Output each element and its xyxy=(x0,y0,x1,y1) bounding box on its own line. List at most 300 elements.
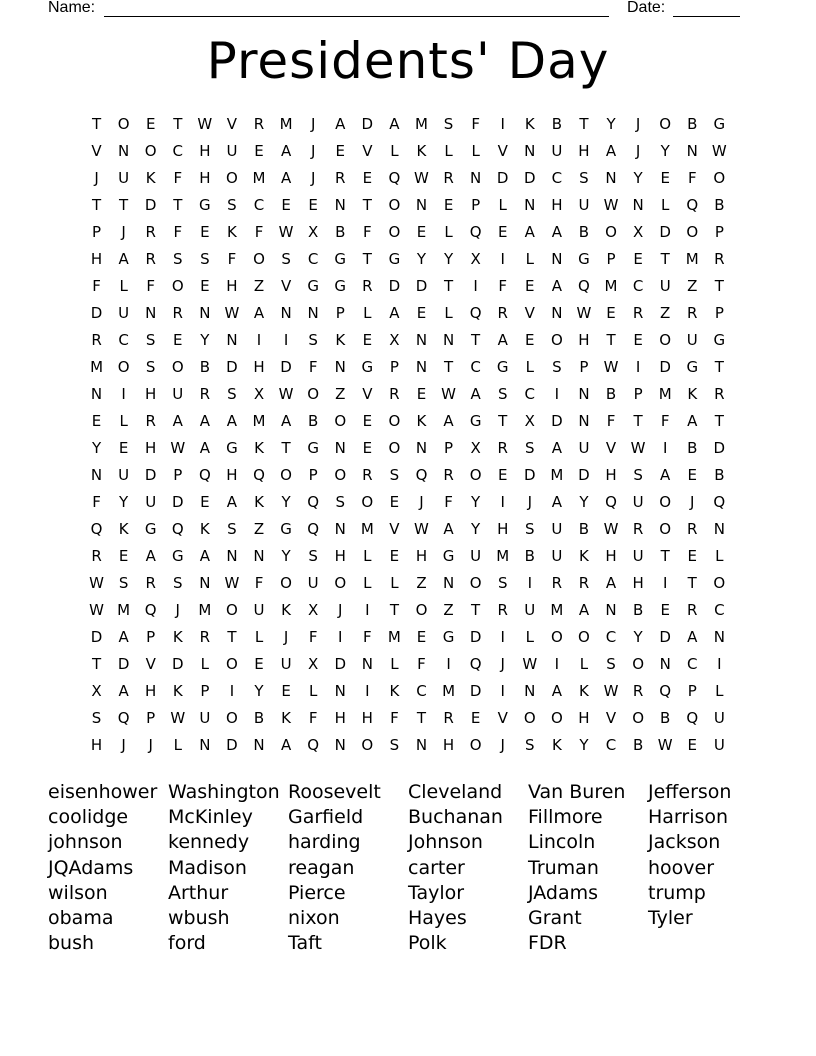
grid-letter[interactable]: S xyxy=(389,466,400,484)
grid-letter[interactable]: D xyxy=(713,439,726,457)
grid-letter[interactable]: S xyxy=(525,736,535,754)
grid-letter[interactable]: N xyxy=(145,304,157,322)
grid-letter[interactable]: K xyxy=(172,682,183,700)
grid-letter[interactable]: S xyxy=(91,709,102,727)
grid-letter[interactable]: K xyxy=(551,736,562,754)
grid-letter[interactable]: A xyxy=(687,628,698,646)
grid-letter[interactable]: Y xyxy=(471,493,481,511)
grid-letter[interactable]: P xyxy=(335,304,345,322)
grid-letter[interactable]: W xyxy=(603,358,619,376)
grid-letter[interactable]: N xyxy=(686,142,698,160)
grid-letter[interactable]: G xyxy=(334,277,347,295)
grid-letter[interactable]: U xyxy=(172,385,184,403)
grid-letter[interactable]: G xyxy=(686,358,699,376)
grid-letter[interactable]: Y xyxy=(281,493,291,511)
grid-letter[interactable]: I xyxy=(365,601,370,619)
grid-letter[interactable]: F xyxy=(308,709,318,727)
grid-letter[interactable]: W xyxy=(711,142,727,160)
grid-letter[interactable]: Z xyxy=(253,277,265,295)
grid-letter[interactable]: S xyxy=(443,115,454,133)
grid-letter[interactable]: I xyxy=(338,628,343,646)
grid-letter[interactable]: B xyxy=(578,520,590,538)
grid-letter[interactable]: R xyxy=(714,385,725,403)
grid-letter[interactable]: C xyxy=(253,196,265,214)
grid-letter[interactable]: D xyxy=(659,358,671,376)
grid-letter[interactable]: D xyxy=(226,736,238,754)
grid-letter[interactable]: C xyxy=(307,250,319,268)
grid-letter[interactable]: P xyxy=(92,223,102,241)
grid-letter[interactable]: Q xyxy=(388,169,401,187)
grid-letter[interactable]: E xyxy=(362,169,373,187)
grid-letter[interactable]: R xyxy=(362,277,373,295)
grid-letter[interactable]: D xyxy=(469,628,482,646)
grid-letter[interactable]: D xyxy=(659,628,671,646)
grid-letter[interactable]: G xyxy=(226,439,238,457)
grid-letter[interactable]: H xyxy=(253,358,265,376)
grid-letter[interactable]: O xyxy=(144,142,157,160)
grid-letter[interactable]: J xyxy=(690,493,695,511)
grid-letter[interactable]: Y xyxy=(579,736,589,754)
grid-letter[interactable]: T xyxy=(227,628,237,646)
grid-letter[interactable]: Z xyxy=(416,574,427,592)
grid-letter[interactable]: B xyxy=(605,385,617,403)
grid-letter[interactable]: K xyxy=(227,223,237,241)
grid-letter[interactable]: R xyxy=(497,601,508,619)
grid-letter[interactable]: A xyxy=(524,223,535,241)
grid-letter[interactable]: N xyxy=(442,331,455,349)
grid-letter[interactable]: D xyxy=(659,223,671,241)
grid-letter[interactable]: O xyxy=(361,493,374,511)
grid-letter[interactable]: A xyxy=(280,142,292,160)
grid-letter[interactable]: Q xyxy=(469,304,482,322)
grid-letter[interactable]: K xyxy=(416,412,427,430)
grid-letter[interactable]: J xyxy=(310,115,316,133)
grid-letter[interactable]: L xyxy=(471,142,480,160)
grid-letter[interactable]: A xyxy=(470,385,481,403)
grid-letter[interactable]: L xyxy=(390,142,399,160)
grid-letter[interactable]: L xyxy=(525,358,534,376)
grid-letter[interactable]: C xyxy=(714,601,725,619)
grid-letter[interactable]: J xyxy=(635,142,641,160)
grid-letter[interactable]: O xyxy=(226,709,238,727)
grid-letter[interactable]: I xyxy=(527,574,532,592)
grid-letter[interactable]: U xyxy=(713,736,725,754)
grid-letter[interactable]: K xyxy=(524,115,535,133)
grid-letter[interactable]: E xyxy=(633,331,643,349)
grid-letter[interactable]: I xyxy=(554,385,560,403)
grid-letter[interactable]: B xyxy=(714,466,725,484)
grid-letter[interactable]: K xyxy=(254,439,264,457)
grid-letter[interactable]: O xyxy=(334,466,347,484)
grid-letter[interactable]: Z xyxy=(660,304,671,322)
grid-letter[interactable]: Q xyxy=(605,493,617,511)
grid-letter[interactable]: U xyxy=(199,709,211,727)
grid-letter[interactable]: S xyxy=(335,493,345,511)
grid-letter[interactable]: B xyxy=(578,223,590,241)
grid-letter[interactable]: D xyxy=(226,358,238,376)
grid-letter[interactable]: L xyxy=(363,547,372,565)
grid-letter[interactable]: P xyxy=(579,358,589,376)
grid-letter[interactable]: T xyxy=(606,331,616,349)
grid-letter[interactable]: S xyxy=(579,169,589,187)
grid-letter[interactable]: F xyxy=(687,169,697,187)
grid-letter[interactable]: Q xyxy=(90,520,103,538)
grid-letter[interactable]: A xyxy=(199,547,210,565)
grid-letter[interactable]: E xyxy=(362,439,373,457)
grid-letter[interactable]: A xyxy=(253,304,265,322)
grid-letter[interactable]: O xyxy=(388,223,401,241)
grid-letter[interactable]: X xyxy=(632,223,644,241)
grid-letter[interactable]: Y xyxy=(416,250,427,268)
grid-letter[interactable]: N xyxy=(415,358,428,376)
grid-letter[interactable]: H xyxy=(605,466,617,484)
grid-letter[interactable]: Y xyxy=(91,439,102,457)
grid-letter[interactable]: W xyxy=(603,196,619,214)
grid-letter[interactable]: N xyxy=(90,385,103,403)
grid-letter[interactable]: M xyxy=(117,601,131,619)
grid-letter[interactable]: V xyxy=(497,709,508,727)
grid-letter[interactable]: U xyxy=(118,169,130,187)
grid-letter[interactable]: N xyxy=(605,169,617,187)
grid-letter[interactable]: L xyxy=(498,196,507,214)
grid-letter[interactable]: A xyxy=(118,682,129,700)
grid-letter[interactable]: P xyxy=(633,385,643,403)
grid-letter[interactable]: R xyxy=(389,385,400,403)
grid-letter[interactable]: I xyxy=(256,331,262,349)
grid-letter[interactable]: S xyxy=(145,331,156,349)
grid-letter[interactable]: K xyxy=(579,547,589,565)
grid-letter[interactable]: T xyxy=(471,601,481,619)
grid-letter[interactable]: Q xyxy=(307,493,320,511)
grid-letter[interactable]: W xyxy=(576,304,592,322)
grid-letter[interactable]: N xyxy=(524,142,536,160)
grid-letter[interactable]: Z xyxy=(253,520,265,538)
grid-letter[interactable]: I xyxy=(662,439,668,457)
grid-letter[interactable]: M xyxy=(550,466,564,484)
grid-letter[interactable]: K xyxy=(199,520,210,538)
grid-letter[interactable]: O xyxy=(117,115,130,133)
grid-letter[interactable]: O xyxy=(659,115,672,133)
grid-letter[interactable]: A xyxy=(280,169,292,187)
grid-letter[interactable]: D xyxy=(90,304,103,322)
grid-letter[interactable]: I xyxy=(500,250,505,268)
grid-letter[interactable]: D xyxy=(334,655,347,673)
grid-letter[interactable]: L xyxy=(200,655,210,673)
grid-letter[interactable]: O xyxy=(713,574,726,592)
grid-letter[interactable]: O xyxy=(415,601,428,619)
grid-letter[interactable]: D xyxy=(90,628,103,646)
grid-letter[interactable]: D xyxy=(388,277,401,295)
grid-letter[interactable]: J xyxy=(283,628,289,646)
grid-letter[interactable]: Y xyxy=(579,493,589,511)
grid-letter[interactable]: U xyxy=(578,196,590,214)
grid-letter[interactable]: S xyxy=(227,196,237,214)
grid-letter[interactable]: R xyxy=(362,466,373,484)
grid-letter[interactable]: H xyxy=(199,142,211,160)
grid-letter[interactable]: H xyxy=(145,682,157,700)
grid-letter[interactable]: T xyxy=(714,412,724,430)
grid-letter[interactable]: K xyxy=(281,601,291,619)
grid-letter[interactable]: B xyxy=(660,709,671,727)
grid-letter[interactable]: N xyxy=(659,655,671,673)
grid-letter[interactable]: V xyxy=(226,115,238,133)
grid-letter[interactable]: N xyxy=(334,736,346,754)
grid-letter[interactable]: A xyxy=(280,412,292,430)
grid-letter[interactable]: U xyxy=(632,547,644,565)
grid-letter[interactable]: H xyxy=(578,142,590,160)
grid-letter[interactable]: D xyxy=(117,655,130,673)
grid-letter[interactable]: Q xyxy=(117,709,130,727)
grid-letter[interactable]: O xyxy=(226,601,238,619)
grid-letter[interactable]: A xyxy=(389,115,400,133)
grid-letter[interactable]: H xyxy=(334,547,346,565)
grid-letter[interactable]: P xyxy=(444,439,454,457)
grid-letter[interactable]: T xyxy=(362,196,372,214)
grid-letter[interactable]: Z xyxy=(335,385,346,403)
grid-letter[interactable]: E xyxy=(200,493,210,511)
grid-letter[interactable]: T xyxy=(119,196,129,214)
grid-letter[interactable]: U xyxy=(551,142,563,160)
grid-letter[interactable]: E xyxy=(606,304,616,322)
grid-letter[interactable]: E xyxy=(660,169,670,187)
grid-letter[interactable]: R xyxy=(687,601,698,619)
grid-letter[interactable]: A xyxy=(443,412,454,430)
grid-letter[interactable]: U xyxy=(470,547,482,565)
grid-letter[interactable]: X xyxy=(470,439,481,457)
grid-letter[interactable]: R xyxy=(253,115,265,133)
grid-letter[interactable]: T xyxy=(471,331,481,349)
grid-letter[interactable]: D xyxy=(171,655,184,673)
grid-letter[interactable]: E xyxy=(633,250,643,268)
grid-letter[interactable]: O xyxy=(334,574,347,592)
grid-letter[interactable]: W xyxy=(278,223,294,241)
grid-letter[interactable]: W xyxy=(89,574,104,592)
grid-letter[interactable]: L xyxy=(444,142,453,160)
grid-letter[interactable]: B xyxy=(632,601,644,619)
grid-letter[interactable]: L xyxy=(173,736,182,754)
grid-letter[interactable]: E xyxy=(254,142,264,160)
grid-letter[interactable]: A xyxy=(172,412,183,430)
grid-letter[interactable]: G xyxy=(361,358,374,376)
grid-letter[interactable]: F xyxy=(390,709,399,727)
grid-letter[interactable]: B xyxy=(551,115,563,133)
grid-letter[interactable]: M xyxy=(252,169,266,187)
grid-letter[interactable]: R xyxy=(632,682,644,700)
grid-letter[interactable]: E xyxy=(416,223,427,241)
grid-letter[interactable]: N xyxy=(90,466,103,484)
grid-letter[interactable]: R xyxy=(632,520,644,538)
grid-letter[interactable]: M xyxy=(685,250,699,268)
grid-letter[interactable]: Y xyxy=(660,142,670,160)
grid-letter[interactable]: G xyxy=(144,520,157,538)
grid-letter[interactable]: N xyxy=(334,682,346,700)
grid-letter[interactable]: H xyxy=(226,466,238,484)
grid-letter[interactable]: C xyxy=(416,682,427,700)
grid-letter[interactable]: R xyxy=(199,385,211,403)
grid-letter[interactable]: T xyxy=(498,412,508,430)
grid-letter[interactable]: F xyxy=(308,628,318,646)
grid-letter[interactable]: B xyxy=(335,223,346,241)
grid-letter[interactable]: N xyxy=(199,736,211,754)
grid-letter[interactable]: S xyxy=(389,736,400,754)
grid-letter[interactable]: D xyxy=(469,682,482,700)
grid-letter[interactable]: A xyxy=(145,547,156,565)
grid-letter[interactable]: N xyxy=(605,601,617,619)
grid-letter[interactable]: E xyxy=(687,736,697,754)
grid-letter[interactable]: E xyxy=(118,439,129,457)
grid-letter[interactable]: E xyxy=(687,466,697,484)
grid-letter[interactable]: R xyxy=(443,466,454,484)
grid-letter[interactable]: W xyxy=(278,385,294,403)
grid-letter[interactable]: H xyxy=(632,574,644,592)
grid-letter[interactable]: A xyxy=(118,628,129,646)
grid-letter[interactable]: I xyxy=(229,682,235,700)
grid-letter[interactable]: R xyxy=(443,169,454,187)
grid-letter[interactable]: A xyxy=(443,520,454,538)
grid-letter[interactable]: Z xyxy=(443,601,454,619)
grid-letter[interactable]: O xyxy=(659,331,672,349)
grid-letter[interactable]: F xyxy=(173,223,183,241)
grid-letter[interactable]: N xyxy=(524,196,536,214)
grid-letter[interactable]: S xyxy=(173,250,183,268)
grid-letter[interactable]: D xyxy=(551,412,563,430)
grid-letter[interactable]: H xyxy=(578,331,590,349)
grid-letter[interactable]: F xyxy=(606,412,616,430)
grid-letter[interactable]: W xyxy=(603,682,619,700)
grid-letter[interactable]: A xyxy=(551,223,562,241)
grid-letter[interactable]: U xyxy=(686,331,698,349)
grid-letter[interactable]: E xyxy=(470,709,481,727)
grid-letter[interactable]: C xyxy=(605,628,617,646)
grid-letter[interactable]: H xyxy=(497,520,509,538)
grid-letter[interactable]: M xyxy=(360,520,374,538)
grid-letter[interactable]: G xyxy=(713,115,726,133)
grid-letter[interactable]: N xyxy=(199,304,211,322)
grid-letter[interactable]: I xyxy=(446,655,451,673)
grid-letter[interactable]: F xyxy=(146,277,156,295)
grid-letter[interactable]: Q xyxy=(253,466,265,484)
grid-letter[interactable]: D xyxy=(280,358,292,376)
grid-letter[interactable]: E xyxy=(687,547,697,565)
grid-letter[interactable]: T xyxy=(173,196,183,214)
grid-letter[interactable]: U xyxy=(145,493,157,511)
grid-letter[interactable]: Y xyxy=(471,520,481,538)
grid-letter[interactable]: E xyxy=(281,196,291,214)
grid-letter[interactable]: O xyxy=(605,223,617,241)
grid-letter[interactable]: W xyxy=(630,439,646,457)
grid-letter[interactable]: N xyxy=(415,736,428,754)
grid-letter[interactable]: J xyxy=(175,601,180,619)
grid-letter[interactable]: U xyxy=(280,655,292,673)
grid-letter[interactable]: R xyxy=(335,169,346,187)
grid-letter[interactable]: F xyxy=(173,169,183,187)
grid-letter[interactable]: X xyxy=(253,385,265,403)
grid-letter[interactable]: F xyxy=(254,223,264,241)
grid-letter[interactable]: L xyxy=(119,412,128,430)
grid-letter[interactable]: S xyxy=(497,385,508,403)
grid-letter[interactable]: W xyxy=(522,655,538,673)
grid-letter[interactable]: D xyxy=(524,169,536,187)
grid-letter[interactable]: L xyxy=(579,655,589,673)
grid-letter[interactable]: N xyxy=(253,547,265,565)
grid-letter[interactable]: A xyxy=(578,601,590,619)
grid-letter[interactable]: S xyxy=(497,574,508,592)
grid-letter[interactable]: H xyxy=(361,709,373,727)
grid-letter[interactable]: Q xyxy=(659,682,672,700)
grid-letter[interactable]: O xyxy=(659,520,672,538)
grid-letter[interactable]: R xyxy=(632,304,644,322)
grid-letter[interactable]: P xyxy=(146,628,156,646)
grid-letter[interactable]: U xyxy=(118,466,130,484)
grid-letter[interactable]: N xyxy=(442,574,455,592)
grid-letter[interactable]: H xyxy=(578,709,590,727)
grid-letter[interactable]: T xyxy=(91,115,102,133)
grid-letter[interactable]: E xyxy=(525,277,535,295)
grid-letter[interactable]: O xyxy=(171,277,184,295)
grid-letter[interactable]: Q xyxy=(686,709,699,727)
grid-letter[interactable]: W xyxy=(224,304,240,322)
grid-letter[interactable]: Q xyxy=(307,520,320,538)
grid-letter[interactable]: L xyxy=(444,304,453,322)
grid-letter[interactable]: K xyxy=(172,628,183,646)
grid-letter[interactable]: E xyxy=(660,601,670,619)
grid-letter[interactable]: A xyxy=(118,250,129,268)
grid-letter[interactable]: W xyxy=(170,709,186,727)
grid-letter[interactable]: K xyxy=(687,385,698,403)
grid-letter[interactable]: O xyxy=(226,655,238,673)
grid-letter[interactable]: B xyxy=(524,547,535,565)
grid-letter[interactable]: G xyxy=(199,196,211,214)
grid-letter[interactable]: M xyxy=(550,601,564,619)
grid-letter[interactable]: M xyxy=(604,277,618,295)
grid-letter[interactable]: H xyxy=(90,736,103,754)
grid-letter[interactable]: E xyxy=(362,412,373,430)
grid-letter[interactable]: O xyxy=(523,709,536,727)
grid-letter[interactable]: F xyxy=(417,655,426,673)
grid-letter[interactable]: N xyxy=(713,520,725,538)
grid-letter[interactable]: V xyxy=(145,655,156,673)
grid-letter[interactable]: O xyxy=(550,628,563,646)
grid-letter[interactable]: N xyxy=(280,304,292,322)
grid-letter[interactable]: F xyxy=(498,277,508,295)
grid-letter[interactable]: X xyxy=(308,655,319,673)
grid-letter[interactable]: C xyxy=(118,331,129,349)
grid-letter[interactable]: E xyxy=(416,385,427,403)
grid-letter[interactable]: E xyxy=(497,223,508,241)
grid-letter[interactable]: V xyxy=(605,439,617,457)
grid-letter[interactable]: P xyxy=(471,196,481,214)
grid-letter[interactable]: J xyxy=(310,142,316,160)
grid-letter[interactable]: U xyxy=(713,709,725,727)
grid-letter[interactable]: O xyxy=(578,628,590,646)
grid-letter[interactable]: O xyxy=(334,412,347,430)
grid-letter[interactable]: X xyxy=(524,412,535,430)
grid-letter[interactable]: N xyxy=(632,196,644,214)
grid-letter[interactable]: G xyxy=(334,250,347,268)
grid-letter[interactable]: A xyxy=(551,439,562,457)
grid-letter[interactable]: I xyxy=(500,628,505,646)
grid-letter[interactable]: R xyxy=(687,304,698,322)
grid-letter[interactable]: H xyxy=(145,385,157,403)
grid-letter[interactable]: Y xyxy=(443,250,454,268)
grid-letter[interactable]: H xyxy=(605,547,617,565)
grid-letter[interactable]: O xyxy=(550,331,563,349)
grid-letter[interactable]: F xyxy=(308,358,318,376)
grid-letter[interactable]: U xyxy=(578,439,590,457)
grid-letter[interactable]: T xyxy=(579,115,589,133)
grid-letter[interactable]: J xyxy=(419,493,424,511)
grid-letter[interactable]: A xyxy=(687,412,698,430)
